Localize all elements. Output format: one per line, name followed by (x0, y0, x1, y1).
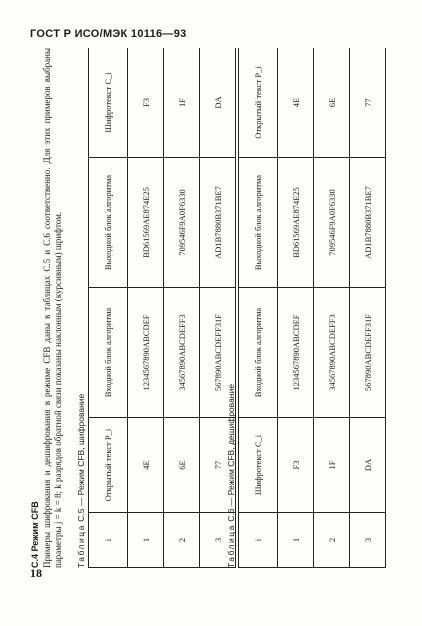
table-c5 (88, 48, 236, 568)
table-cell: 3 (350, 513, 386, 568)
table-cell: 77 (350, 48, 386, 158)
table-cell: 1 (278, 513, 314, 568)
table6-caption-title: С.6 — Режим CFB, дешифрование (226, 384, 236, 522)
intro-paragraph: Примеры шифрования и дешифрования в режиме CFB даны в таблицах С.5 и С.6 соответственно. Для этих примеров выбраны параметры j = k = 8; k разрядов обратной связи показаны наклонным (курсивным) шрифтом. (42, 48, 63, 568)
table-cell: 34567890ABCDEFF3 (314, 288, 350, 418)
table-cell: 2 (164, 513, 200, 568)
table-cell: 709546F9A0F6330 (164, 158, 200, 288)
rotated-content (30, 48, 390, 568)
table5-caption-title: С.5 — Режим CFB, шифрование (76, 393, 86, 522)
page-number: 18 (30, 566, 42, 580)
table-header-cell: i (89, 513, 128, 568)
table-cell: 1F (164, 48, 200, 158)
table-row (278, 48, 314, 568)
table-cell: 6E (314, 48, 350, 158)
table-header-cell: Входной блок алгоритма (89, 288, 128, 418)
table-cell: AD1B7880B371BE7 (350, 158, 386, 288)
table-cell: 567890ABCDEFF31F (200, 288, 236, 418)
table-cell: AD1B7880B371BE7 (200, 158, 236, 288)
table6-caption-label: Таблица (226, 524, 236, 568)
table-cell: 2 (314, 513, 350, 568)
table6-caption (226, 384, 236, 568)
table-header-cell: Выходной блок алгоритма (89, 158, 128, 288)
table-cell: 4E (128, 418, 164, 513)
table-c6 (238, 48, 386, 568)
table-cell: DA (350, 418, 386, 513)
table-cell: 709546F9A0F6330 (314, 158, 350, 288)
table5-caption-label: Таблица (76, 524, 86, 568)
table-header-cell: Шифротекст C_i (239, 418, 278, 513)
table-cell: 1F (314, 418, 350, 513)
table-cell: 77 (200, 418, 236, 513)
table-row (350, 48, 386, 568)
table-cell: 567890ABCDEFF31F (350, 288, 386, 418)
table-cell: 1 (128, 513, 164, 568)
table-header-cell: Открытый текст P_i (89, 418, 128, 513)
table-cell: F3 (278, 418, 314, 513)
table-header-cell: Открытый текст P_i (239, 48, 278, 158)
table-cell: BD61569AE874E25 (278, 158, 314, 288)
table-cell: 34567890ABCDEFF3 (164, 288, 200, 418)
table-cell: F3 (128, 48, 164, 158)
table-header-cell: i (239, 513, 278, 568)
table-cell: 6E (164, 418, 200, 513)
table-header-cell: Входной блок алгоритма (239, 288, 278, 418)
table-header-cell: Выходной блок алгоритма (239, 158, 278, 288)
table-row (128, 48, 164, 568)
section-title: С.4 Режим CFB (30, 501, 40, 568)
table-cell: BD61569AE874E25 (128, 158, 164, 288)
table5-caption (76, 394, 86, 568)
table-cell: DA (200, 48, 236, 158)
table-cell: 4E (278, 48, 314, 158)
page-header: ГОСТ Р ИСО/МЭК 10116—93 (30, 28, 187, 40)
table-header-row (239, 48, 278, 568)
table-header-row (89, 48, 128, 568)
table-cell: 1234567890ABCDEF (128, 288, 164, 418)
table-cell: 1234567890ABCDEF (278, 288, 314, 418)
table-header-cell: Шифротекст C_i (89, 48, 128, 158)
table-cell: 3 (200, 513, 236, 568)
table-row (314, 48, 350, 568)
table-row (164, 48, 200, 568)
